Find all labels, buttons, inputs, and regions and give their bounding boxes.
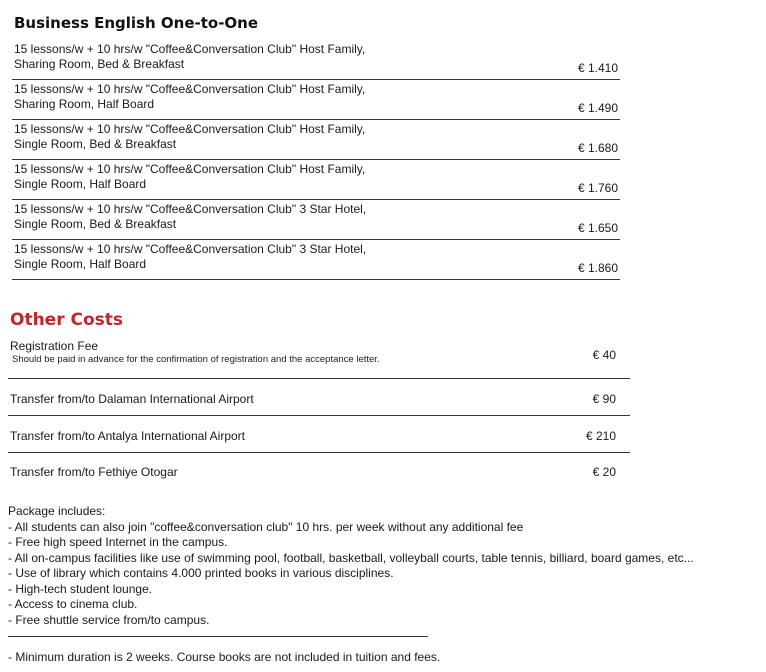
row-line-2: Sharing Room, Bed & Breakfast <box>14 57 185 71</box>
transfer-label: Transfer from/to Dalaman International Airport <box>10 392 254 406</box>
registration-fee-label: Registration Fee <box>10 339 99 353</box>
row-line-2: Single Room, Bed & Breakfast <box>14 217 177 231</box>
transfer-price: € 20 <box>592 465 616 479</box>
row-description <box>14 202 514 232</box>
row-price: € 1.650 <box>577 221 618 235</box>
row-line-2: Single Room, Bed & Breakfast <box>14 137 177 151</box>
row-description <box>14 122 514 152</box>
transfer-label: Transfer from/to Antalya International Airport <box>10 429 246 443</box>
transfer-price: € 210 <box>585 429 616 443</box>
price-row <box>12 160 620 200</box>
row-description <box>14 42 514 72</box>
price-row <box>12 120 620 160</box>
transfer-row-fethiye <box>8 453 630 488</box>
row-line-2: Single Room, Half Board <box>14 257 147 271</box>
transfer-row-antalya <box>8 416 630 453</box>
row-line-1: 15 lessons/w + 10 hrs/w "Coffee&Conversation Club" 3 Star Hotel, <box>14 202 367 216</box>
price-row <box>12 200 620 240</box>
package-item: - High-tech student lounge. <box>8 581 153 596</box>
package-item: - Free shuttle service from/to campus. <box>8 612 210 627</box>
other-costs-table <box>8 336 630 488</box>
package-item: - Use of library which contains 4.000 printed books in various disciplines. <box>8 566 394 580</box>
package-heading: Package includes: <box>8 504 106 518</box>
package-item: - All on-campus facilities like use of swimming pool, football, basketball, volleyball courts, table tennis, billiard, board games, etc... <box>8 550 694 565</box>
registration-fee-price: € 40 <box>592 348 616 362</box>
package-item: - Access to cinema club. <box>8 597 138 611</box>
row-line-1: 15 lessons/w + 10 hrs/w "Coffee&Conversation Club" Host Family, <box>14 82 366 96</box>
price-row <box>12 240 620 280</box>
package-item: - Free high speed Internet in the campus. <box>8 535 228 549</box>
row-line-1: 15 lessons/w + 10 hrs/w "Coffee&Conversation Club" Host Family, <box>14 162 366 176</box>
row-line-1: 15 lessons/w + 10 hrs/w "Coffee&Conversation Club" Host Family, <box>14 42 366 56</box>
transfer-price: € 90 <box>592 392 616 406</box>
row-line-2: Single Room, Half Board <box>14 177 147 191</box>
transfer-label: Transfer from/to Fethiye Otogar <box>10 465 178 479</box>
row-line-1: 15 lessons/w + 10 hrs/w "Coffee&Conversation Club" 3 Star Hotel, <box>14 242 367 256</box>
package-item: - All students can also join "coffee&conversation club" 10 hrs. per week without any additional fee <box>8 519 524 534</box>
price-row <box>12 80 620 120</box>
registration-fee-row <box>8 336 630 379</box>
footer-note: - Minimum duration is 2 weeks. Course books are not included in tuition and fees. <box>8 650 441 664</box>
row-price: € 1.490 <box>577 101 618 115</box>
row-price: € 1.410 <box>577 61 618 75</box>
row-price: € 1.760 <box>577 181 618 195</box>
row-line-1: 15 lessons/w + 10 hrs/w "Coffee&Conversation Club" Host Family, <box>14 122 366 136</box>
business-english-title: Business English One-to-One <box>14 14 259 32</box>
row-price: € 1.860 <box>577 261 618 275</box>
business-price-table <box>12 40 620 280</box>
row-description <box>14 242 514 272</box>
row-price: € 1.680 <box>577 141 618 155</box>
row-description <box>14 82 514 112</box>
package-includes <box>8 504 694 628</box>
other-costs-title: Other Costs <box>10 310 124 330</box>
registration-fee-note: Should be paid in advance for the confirmation of registration and the acceptance letter. <box>12 354 380 365</box>
footer-divider <box>8 636 428 637</box>
row-line-2: Sharing Room, Half Board <box>14 97 155 111</box>
transfer-row-dalaman <box>8 379 630 416</box>
price-row <box>12 40 620 80</box>
row-description <box>14 162 514 192</box>
